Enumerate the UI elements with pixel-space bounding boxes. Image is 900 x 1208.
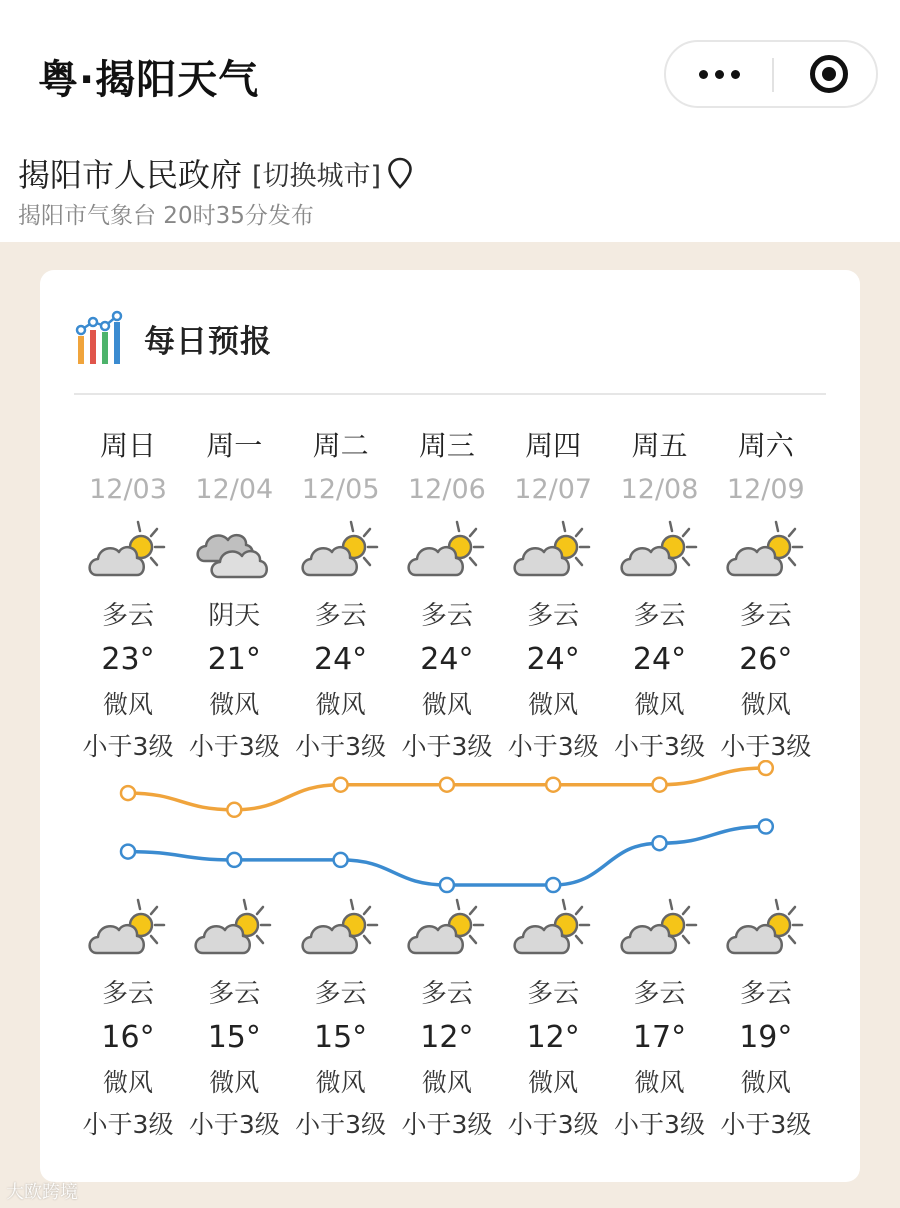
day-condition: 多云 [314,601,367,631]
weekday-label: 周六 [737,429,794,462]
partly-cloudy-icon [508,895,598,965]
day-wind: 微风 [634,690,685,719]
partly-cloudy-icon [189,895,279,965]
day-forecast-column [713,424,819,763]
close-miniprogram-icon[interactable] [810,55,848,93]
partly-cloudy-icon [83,895,173,965]
date-label: 12/08 [620,474,699,505]
card-divider [74,393,826,395]
high-temp: 24° [420,642,474,677]
partly-cloudy-icon [721,895,811,965]
partly-cloudy-icon [83,517,173,587]
low-temp-point [121,845,135,859]
night-forecast-column [394,895,500,1141]
low-temp: 19° [739,1020,793,1055]
high-temp-point [546,778,560,792]
night-wind-level: 小于3级 [82,1110,174,1139]
night-wind-level: 小于3级 [401,1110,493,1139]
day-wind: 微风 [102,690,153,719]
low-temp: 15° [314,1020,368,1055]
date-label: 12/06 [407,474,486,505]
date-label: 12/09 [726,474,805,505]
location-pin-icon[interactable] [387,157,413,189]
capsule-divider [772,58,774,92]
night-wind: 微风 [315,1068,366,1097]
low-temp-point [653,836,667,850]
night-condition: 多云 [101,979,154,1009]
low-temp: 12° [526,1020,580,1055]
partly-cloudy-icon [721,517,811,587]
day-wind: 微风 [209,690,260,719]
night-wind-level: 小于3级 [295,1110,387,1139]
night-wind: 微风 [528,1068,579,1097]
night-wind-level: 小于3级 [720,1110,812,1139]
temperature-chart [0,760,900,900]
partly-cloudy-icon [402,517,492,587]
low-temp: 17° [632,1020,687,1055]
day-wind: 微风 [528,690,579,719]
night-wind-level: 小于3级 [188,1110,280,1139]
card-header [74,310,272,366]
weekday-label: 周一 [206,429,263,462]
partly-cloudy-icon [402,895,492,965]
partly-cloudy-icon [615,517,705,587]
bar-chart-icon [74,310,126,366]
day-condition: 阴天 [208,601,261,631]
night-condition: 多云 [314,979,367,1009]
low-temp-point [334,853,348,867]
location-name: 揭阳市人民政府 [18,156,243,194]
night-wind: 微风 [209,1068,260,1097]
night-forecast-column [75,895,181,1141]
partly-cloudy-icon [615,895,705,965]
night-wind: 微风 [740,1068,791,1097]
night-forecast-column [288,895,394,1141]
date-label: 12/03 [89,474,167,505]
high-temp: 24° [632,642,687,677]
day-wind: 微风 [315,690,366,719]
night-wind: 微风 [634,1068,685,1097]
high-temp-point [653,778,667,792]
night-condition: 多云 [208,979,261,1009]
more-options-icon[interactable] [666,42,772,106]
weekday-label: 周日 [99,429,156,462]
night-condition: 多云 [739,979,792,1009]
night-wind: 微风 [102,1068,153,1097]
low-temp-point [227,853,241,867]
night-condition: 多云 [633,979,686,1009]
low-temp-point [759,820,773,834]
day-wind-level: 小于3级 [188,732,280,761]
day-forecast-column [288,424,394,763]
low-temp-point [546,878,560,892]
day-forecast-column [500,424,606,763]
day-wind-level: 小于3级 [614,732,705,761]
publish-info: 揭阳市气象台 20时35分发布 [18,203,314,229]
night-condition: 多云 [420,979,473,1009]
date-label: 12/07 [514,474,593,505]
day-condition: 多云 [420,601,473,631]
card-title: 每日预报 [144,323,272,360]
day-wind-level: 小于3级 [720,732,812,761]
location-row [18,150,413,196]
date-label: 12/05 [301,474,380,505]
high-temp: 24° [314,642,368,677]
night-forecast-column [181,895,287,1141]
switch-city-link[interactable]: [切换城市] [252,160,382,192]
overcast-icon [189,517,279,587]
partly-cloudy-icon [296,517,386,587]
high-temp: 24° [526,642,580,677]
night-forecast-column [607,895,713,1141]
high-temp: 26° [739,642,793,677]
day-wind-level: 小于3级 [401,732,493,761]
top-bar [0,0,900,242]
day-wind-level: 小于3级 [295,732,387,761]
weekday-label: 周二 [312,429,369,462]
date-label: 12/04 [195,474,274,505]
day-forecast-column [75,424,181,763]
night-wind: 微风 [421,1068,472,1097]
weekday-label: 周三 [418,429,475,462]
day-forecast-column [181,424,287,763]
day-wind-level: 小于3级 [82,732,174,761]
low-temp-point [440,878,454,892]
weekday-label: 周五 [631,429,688,462]
day-wind: 微风 [421,690,472,719]
high-temp-point [334,778,348,792]
high-temp-point [121,786,135,800]
day-forecast-column [607,424,713,763]
day-condition: 多云 [739,601,792,631]
high-temp-point [440,778,454,792]
high-temp-point [227,803,241,817]
day-condition: 多云 [633,601,686,631]
low-temp-line [128,827,766,886]
partly-cloudy-icon [508,517,598,587]
low-temp: 12° [420,1020,474,1055]
high-temp-point [759,761,773,775]
low-temp: 15° [207,1020,261,1055]
watermark: 大欧跨境 [6,1182,78,1203]
day-condition: 多云 [101,601,154,631]
weekday-label: 周四 [525,429,582,462]
low-temp: 16° [101,1020,155,1055]
app-title: 粤·揭阳天气 [38,57,260,103]
day-wind-level: 小于3级 [507,732,599,761]
day-forecast-column [394,424,500,763]
day-wind: 微风 [740,690,791,719]
night-wind-level: 小于3级 [507,1110,599,1139]
high-temp: 23° [101,642,155,677]
menu-capsule [664,40,878,108]
high-temp: 21° [207,642,261,677]
night-condition: 多云 [527,979,580,1009]
day-condition: 多云 [527,601,580,631]
night-forecast-column [713,895,819,1141]
night-forecast-column [500,895,606,1141]
night-wind-level: 小于3级 [614,1110,705,1139]
partly-cloudy-icon [296,895,386,965]
